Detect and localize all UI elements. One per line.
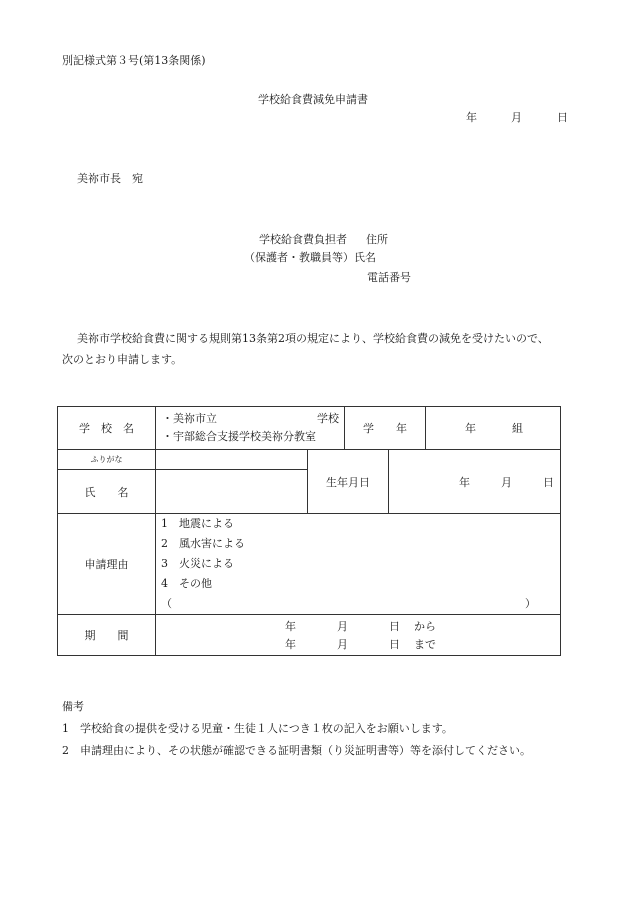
form-reference: 別記様式第３号(第13条関係) xyxy=(62,54,206,67)
period-label: 期 間 xyxy=(84,629,129,642)
intro-line-2: 次のとおり申請します。 xyxy=(62,353,183,366)
period-label-cell xyxy=(58,615,156,656)
dob-year-label: 年 xyxy=(459,475,470,489)
phone-label: 電話番号 xyxy=(367,271,411,284)
reason-label-cell xyxy=(58,514,156,615)
dob-day-label: 日 xyxy=(543,475,554,489)
grade-class-label: 組 xyxy=(512,422,523,435)
period-to-suffix: まで xyxy=(414,638,436,651)
grade-label: 学 年 xyxy=(363,422,407,435)
address-label: 住所 xyxy=(366,233,388,246)
school-option-ube: ・宇部総合支援学校美祢分教室 xyxy=(162,430,316,443)
period-from-day: 日 xyxy=(389,620,400,633)
dob-value-cell[interactable] xyxy=(389,450,561,514)
notes-heading: 備考 xyxy=(62,700,84,713)
grade-value-cell[interactable] xyxy=(426,407,561,450)
reason-storm-flood[interactable]: 2 風水害による xyxy=(161,537,245,550)
name-input-cell[interactable] xyxy=(156,470,308,514)
paren-close: ） xyxy=(525,597,536,610)
reason-fire[interactable]: 3 火災による xyxy=(161,557,234,570)
furigana-input-cell[interactable] xyxy=(156,450,308,470)
school-suffix: 学校 xyxy=(317,412,339,425)
period-from-month: 月 xyxy=(337,620,348,633)
school-option-mine-city: ・美祢市立 xyxy=(162,412,217,425)
grade-label-cell xyxy=(345,407,426,450)
notes-section xyxy=(62,696,531,762)
reason-other[interactable]: 4 その他 xyxy=(161,577,212,590)
addressee: 美祢市長 宛 xyxy=(77,172,143,185)
period-from-year: 年 xyxy=(285,620,296,633)
applicant-heading: 学校給食費負担者 xyxy=(259,233,347,246)
intro-line-1: 美祢市学校給食費に関する規則第13条第2項の規定により、学校給食費の減免を受けたいので、 xyxy=(77,332,549,345)
note-item: 2 申請理由により、その状態が確認できる証明書類（り災証明書等）等を添付してください。 xyxy=(62,744,531,757)
note-item: 1 学校給食の提供を受ける児童・生徒１人につき１枚の記入をお願いします。 xyxy=(62,722,453,735)
document-title: 学校給食費減免申請書 xyxy=(258,93,368,106)
school-label: 学 校 名 xyxy=(79,422,134,435)
school-name-cell[interactable] xyxy=(156,407,345,450)
reason-label: 申請理由 xyxy=(84,558,129,571)
dob-month-label: 月 xyxy=(501,475,512,489)
dob-label: 生年月日 xyxy=(326,475,370,489)
dob-label-cell xyxy=(308,450,389,514)
period-to-year: 年 xyxy=(285,638,296,651)
period-from-suffix: から xyxy=(414,620,436,633)
date-year-label: 年 xyxy=(466,111,477,124)
application-table xyxy=(57,406,561,656)
grade-year-label: 年 xyxy=(465,422,476,435)
reason-earthquake[interactable]: 1 地震による xyxy=(161,517,234,530)
date-month-label: 月 xyxy=(511,111,522,124)
reason-other-detail[interactable] xyxy=(156,594,560,614)
period-value-cell[interactable] xyxy=(156,615,561,656)
furigana-label: ふりがな xyxy=(90,455,123,464)
date-day-label: 日 xyxy=(557,111,568,124)
reason-options-cell xyxy=(156,514,561,615)
period-to-day: 日 xyxy=(389,638,400,651)
furigana-label-cell xyxy=(58,450,156,470)
school-label-cell xyxy=(58,407,156,450)
paren-open: （ xyxy=(161,597,172,610)
period-to-month: 月 xyxy=(337,638,348,651)
table-name-label: 氏 名 xyxy=(84,485,129,499)
name-label: （保護者・教職員等）氏名 xyxy=(244,251,376,264)
name-label-cell xyxy=(58,470,156,514)
